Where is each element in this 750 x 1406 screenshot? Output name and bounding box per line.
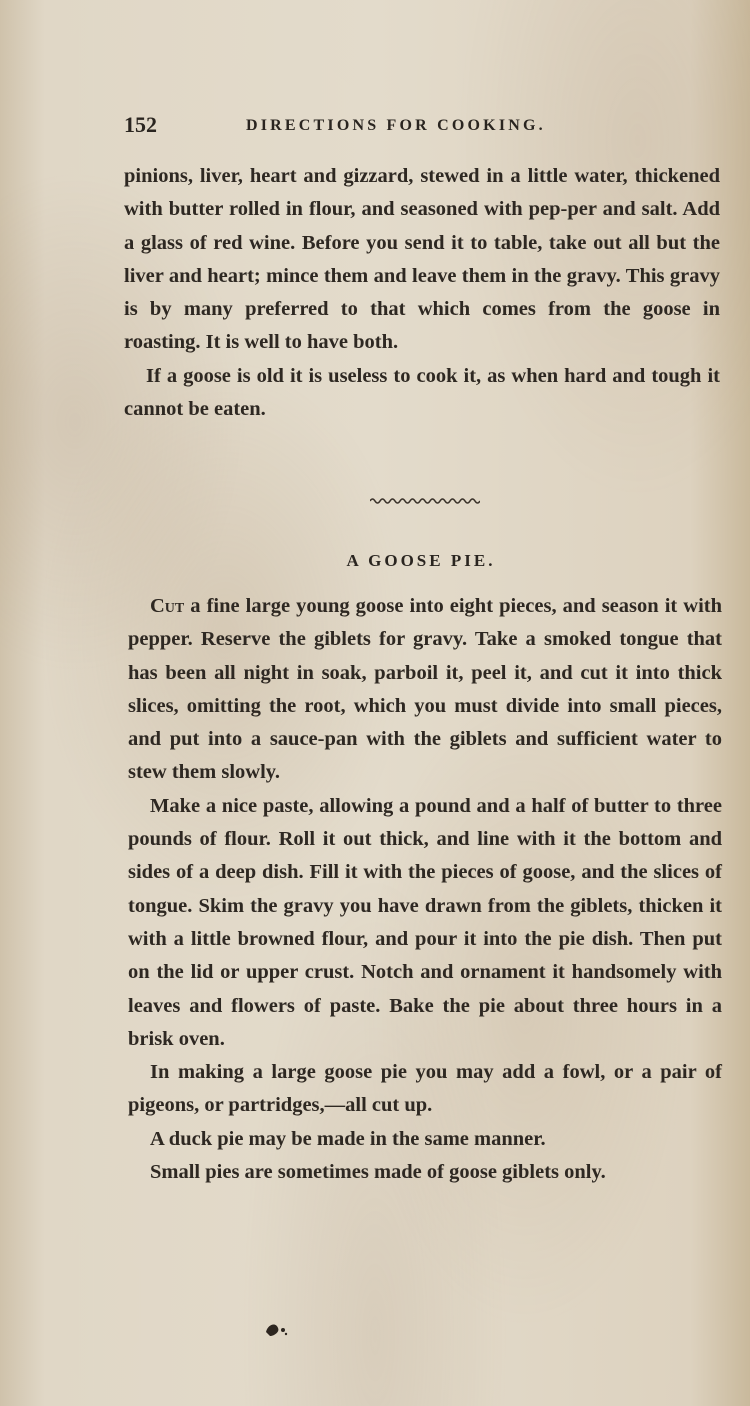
paragraph: In making a large goose pie you may add a fowl, or a pair of pigeons, or partridges,—all cut up. bbox=[128, 1061, 722, 1117]
recipe-text bbox=[128, 590, 722, 1189]
running-head-title: DIRECTIONS FOR COOKING. bbox=[246, 117, 546, 134]
paragraph: Small pies are sometimes made of goose giblets only. bbox=[150, 1161, 606, 1184]
paragraph: A duck pie may be made in the same manner. bbox=[150, 1127, 546, 1150]
drop-word: Cut bbox=[150, 595, 185, 617]
paragraph: Make a nice paste, allowing a pound and a half of butter to three pounds of flour. Roll it out thick, and line with it the bottom and sides of a deep dish. Fill it with the pieces of goose, and the slices of tongue. Skim the gravy you have drawn from the giblets, thicken it with a little browned flour, and pour it into the pie dish. Then put on the lid or upper crust. Notch and ornament it handsomely with leaves and flowers of paste. Bake the pie about three hours in a brisk oven. bbox=[128, 794, 722, 1050]
continued-text bbox=[124, 160, 720, 426]
ink-blot-mark bbox=[262, 1318, 292, 1342]
running-head bbox=[124, 112, 724, 142]
paragraph: If a goose is old it is useless to cook it, as when hard and tough it cannot be eaten. bbox=[124, 364, 720, 421]
paragraph: pinions, liver, heart and gizzard, stewed in a little water, thickened with butter rolled in flour, and seasoned with pep-per and salt. Add a glass of red wine. Before you send it to table, take out all but the liver and heart; mince them and leave them in the gravy. This gravy is by many preferred to that which comes from the goose in roasting. It is well to have both. bbox=[124, 165, 720, 354]
section-divider-ornament bbox=[370, 496, 480, 506]
paragraph bbox=[128, 590, 722, 790]
paragraph-text: a fine large young goose into eight pieces, and season it with pepper. Reserve the giblets for gravy. Take a smoked tongue that has been all night in soak, parboil it, peel it, and cut it into thick slices, omitting the root, which you must divide into small pieces, and put into a sauce-pan with the giblets and sufficient water to stew them slowly. bbox=[128, 595, 722, 784]
page-number: 152 bbox=[124, 112, 157, 137]
recipe-title: A GOOSE PIE. bbox=[346, 551, 496, 570]
